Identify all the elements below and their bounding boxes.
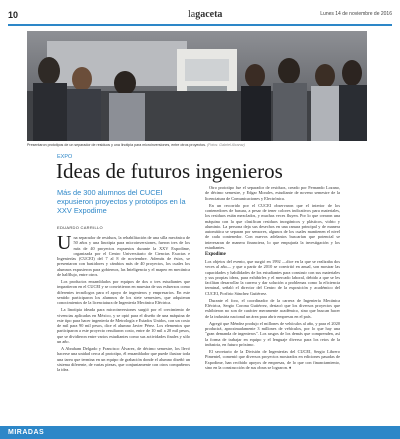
photo-credit: (Fotos: Gabriel Alcaraz) [207,143,245,147]
body-paragraph: Agregó que Méndez produjo el millones de vehículos al año, y para el 2020 producirá, aproximadamente 3 millones de vehículos, por lo que hay una "gran demanda de ingenieros". Los rasgos de los demás que comprenden, así la forma de trabajar en equipo y el lenguaje diverso para los retos de la industria, en futuro próximo. [205,320,340,347]
header-rule [8,24,392,26]
drop-cap: U [57,232,72,254]
body-paragraph [57,232,190,277]
body-subhead: Expodime [205,252,226,257]
body-column-1 [57,232,190,374]
newspaper-logo [188,9,222,20]
section-label: EXPO [57,154,73,160]
body-paragraph: Los objetos del evento, que surgió en 1992 —dice en la que se realizaba dos veces al año— y que a partir de 2010 se convirtió en anual, son mostrar las capacidades y habilidades de los estudiantes para construir con sus materiales y sus propias ideas, para exhibirles y el mercado laboral, debido a que se les facilitan desarrollar la carrera y dar solución a problemas como la eficiencia terminal, señaló el director del Centro de la exposición y académico del CUCEI, Porfirio Sánchez Gutiérrez. [205,259,340,296]
footer-section-label: MIRADAS [8,429,45,436]
article-headline: Ideas de futuros ingenieros [56,159,283,183]
issue-date: Lunes 14 de noviembre de 2016 [320,11,392,17]
body-column-2 [205,185,340,372]
students-at-exhibit-image [27,31,367,141]
caption-text: Presentaron prototipos de un separador de residuos y una linotipia para microinversiones, entre otros proyectos. [27,143,206,147]
body-paragraph: El secretario de la División de Ingenierías del CUCEI, Sergio Librero Pimentel, comentó que diversos proyectos mostrados en ediciones pasadas de Expodime, han recibido apoyos de empresas, de lo que con financiamiento, sino en la construcción de sus obras se lograron. ♦ [205,349,340,370]
body-paragraph: Los productos ensamblados por equipos de dos o tres estudiantes que impartieron en el CUCEI y se convirtieron en muestra de sus esfuerzos como diferentes tecnólogos para el apoyo de ingenieros y empresarios. En este sentido participaron los alumnos de los siete semestres, que adquieran conocimientos de la licenciatura de Ingeniería Mecánica Eléctrica. [57,279,190,305]
body-paragraph: Otro prototipo fue el separador de residuos, creado por Fernando Lozano, de décimo semestre, y Edgar Morales, estudiante de noveno semestre de la licenciatura de Comunicaciones y Electrónica. [205,185,340,201]
body-paragraph: Durante el foro, el coordinador de la carrera de Ingeniería Mecánica Eléctrica, Sergio Corona Gutiérrez, destacó que los diversos proyectos que exhibieron no son de carácter meramente académico, sino que buscan hacer de la industria nacional un área para abrir empresas en el país. [205,297,340,319]
article-byline: EDUARDO CARRILLO [57,225,103,230]
paragraph-text: na separador de residuos, la rehabilitación de una silla mecánica de 50 años y una linotipia para microinversiones, fueron tres de los más de 40 proyectos expuestos durante la XXV Expodime, organizada por el Centro Universitario de Ciencias Exactas e Ingenierías (CUCEI) del 7 al 8 de noviembre. Además de éstos, se presentaron con bastidores y cámbios más de 40 proyectos, los cuales los alumnos expusieron para gobiernos, las Inteligencia y el mapeo en mecánica de halfflujo, entre otros. [57,235,190,277]
article-deck: Más de 300 alumnos del CUCEI expusieron proyectos y prototipos en la XXV Expodime [57,188,186,216]
footer-bar [0,426,400,439]
body-paragraph: La linotipia ideada para microinversiones surgió por el crecimiento de vivencias aplicadas en México, y se optó para el diseño de una máquina de este tipo para hacer ingeniería de Metrología e Estados Unidos, con un costo de mil para 90 mil pesos, dice el alumno Javier Pérez. Los elementos que participaron a este proyecto resultaron costo, entre de 10 mil a 20 mil pesos, que se dividieron entre varios estudiantes como sus actividades finales y sólo un año. [57,307,190,344]
body-paragraph: En un recorrido por el CUCEI observaron que el interior de los contenedores de basura, a pesar de tener colores indicativos para materiales, los residuos están mezclados, y muchas veces fluyen. Por lo que crearon una máquina con la que clasifican residuos inorgánicos y plásticos, vidrio y aluminio. La persona deja sus desechos en una ranura principal y de manera automática se separan por sensores, algunos de los cuales mantienen el nivel de cada contenedor. Con nuevos adelantos buscarían que potencial se interesaran de manera financiera, lo que empujaría la investigación y los estudiantes. [205,202,340,250]
body-paragraph: A Abraham Delgado y Francisco Álvarez, de décimo semestre, los llevó hacerse una unidad cerca al prototipo, él ensamblador que puede ilustrar toda una tarea que termina en un equipo de grabación donde el alumno diseñó un sistema diferente, de varias piezas, que conjuntamente con otros compañeros la idea. [57,346,190,372]
page-number: 10 [8,10,19,20]
article-photo [27,31,367,141]
photo-caption [27,143,372,148]
page-header [8,10,392,22]
logo-name: gaceta [195,9,223,20]
logo-prefix: la [188,9,196,20]
